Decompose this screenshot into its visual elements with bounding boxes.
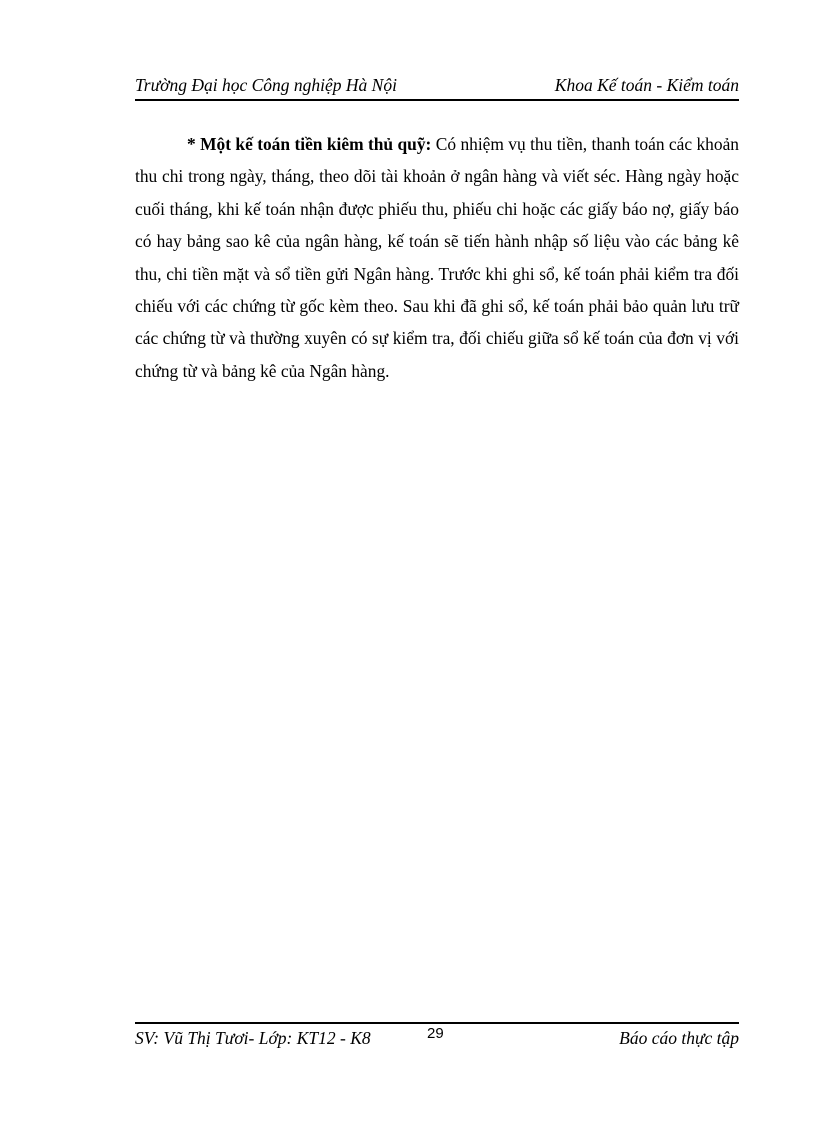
footer-report-title: Báo cáo thực tập	[619, 1028, 739, 1048]
paragraph-lead-heading: * Một kế toán tiền kiêm thủ quỹ:	[187, 134, 432, 154]
header-school-name: Trường Đại học Công nghiệp Hà Nội	[135, 75, 397, 95]
footer-divider	[135, 1022, 739, 1024]
footer-student-info: SV: Vũ Thị Tươi- Lớp: KT12 - K8	[135, 1028, 371, 1048]
page-number: 29	[427, 1025, 444, 1042]
page-footer	[135, 1026, 739, 1050]
body-paragraph	[135, 128, 739, 387]
header-divider	[135, 99, 739, 101]
header-department: Khoa Kế toán - Kiểm toán	[554, 75, 739, 95]
paragraph-text: Có nhiệm vụ thu tiền, thanh toán các khoản thu chi trong ngày, tháng, theo dõi tài khoản ở ngân hàng và viết séc. Hàng ngày hoặc cuối tháng, khi kế toán nhận được phiếu thu, phiếu chi hoặc các giấy báo nợ, giấy báo có hay bảng sao kê của ngân hàng, kế toán sẽ tiến hành nhập số liệu vào các bảng kê thu, chi tiền mặt và sổ tiền gửi Ngân hàng. Trước khi ghi sổ, kế toán phải kiểm tra đối chiếu với các chứng từ gốc kèm theo. Sau khi đã ghi sổ, kế toán phải bảo quản lưu trữ các chứng từ và thường xuyên có sự kiểm tra, đối chiếu giữa sổ kế toán của đơn vị với chứng từ và bảng kê của Ngân hàng.	[135, 134, 739, 381]
page-header	[135, 74, 739, 98]
